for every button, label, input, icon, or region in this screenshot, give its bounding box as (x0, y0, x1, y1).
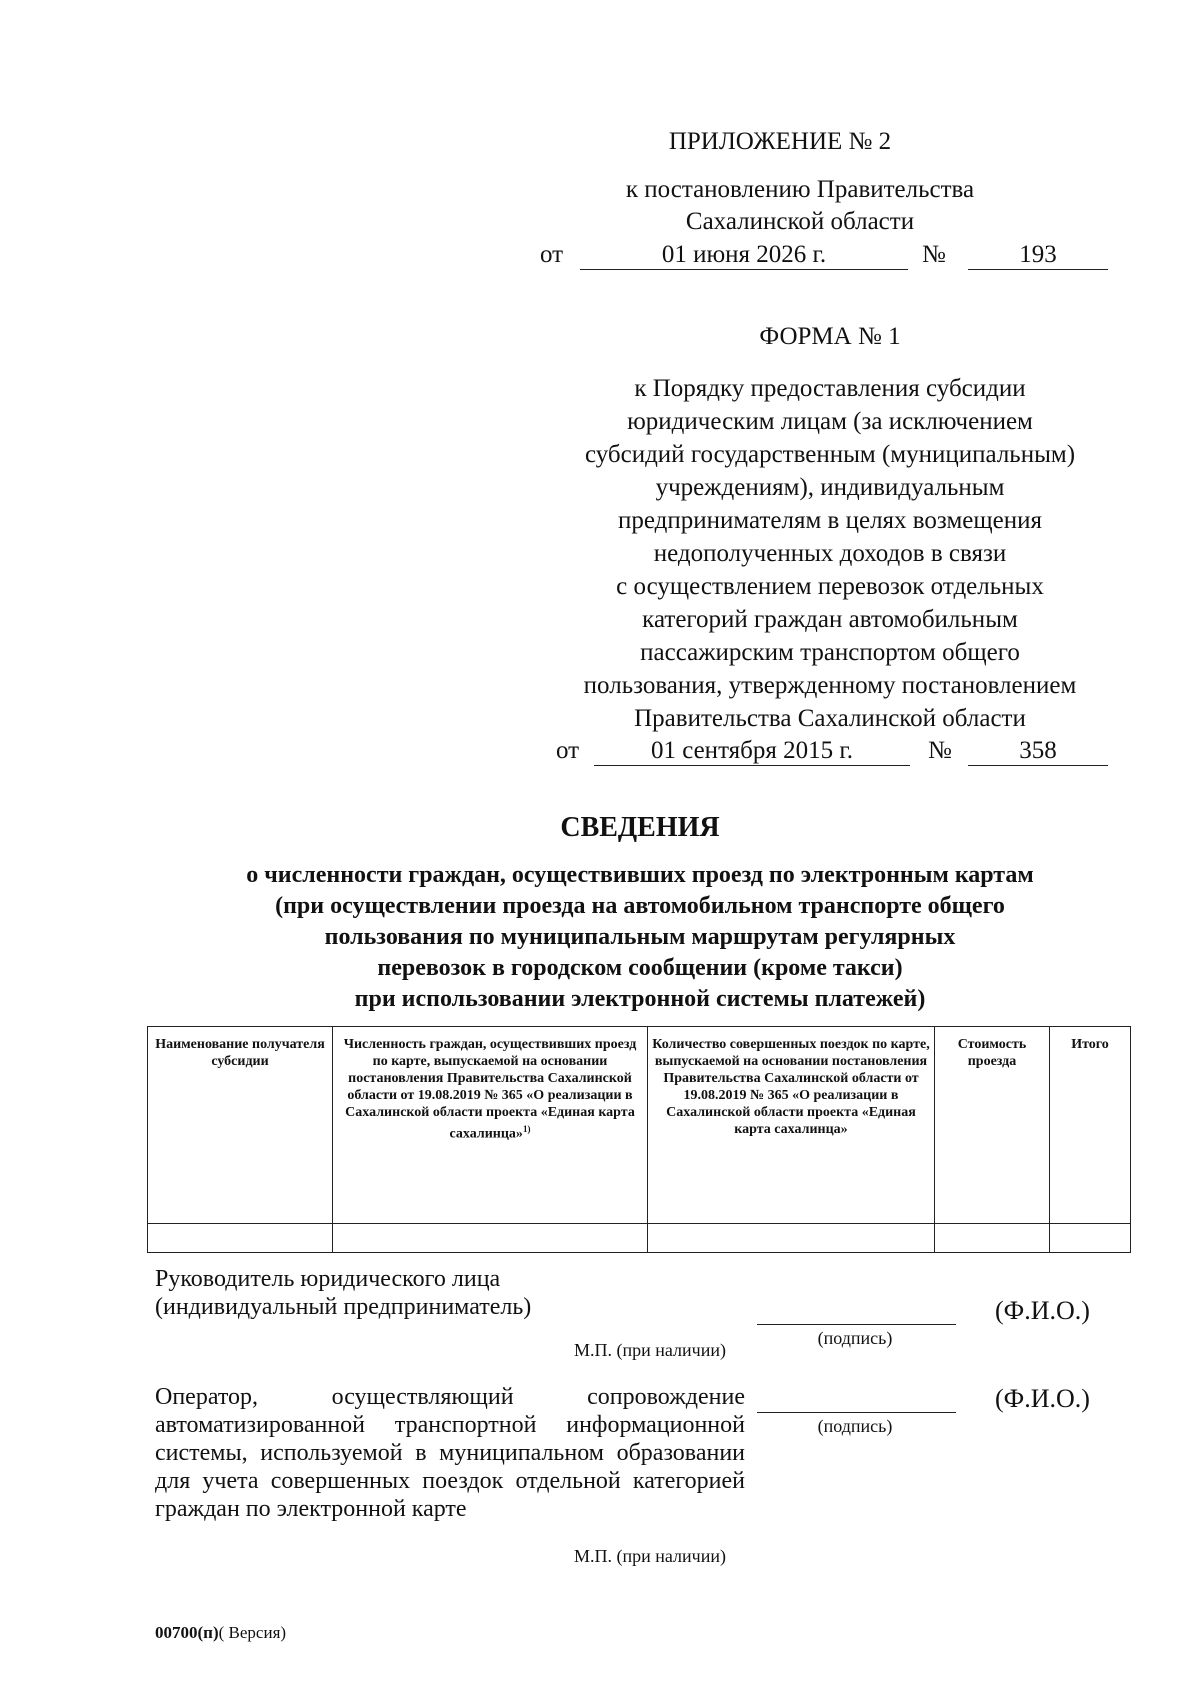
appendix-number-underline (968, 269, 1108, 270)
appendix-title: ПРИЛОЖЕНИЕ № 2 (668, 128, 892, 155)
operator-line5: граждан по электронной карте (155, 1496, 467, 1522)
form-line: Правительства Сахалинской области (634, 705, 1026, 732)
form-line: с осуществлением перевозок отдельных (616, 573, 1044, 600)
footer-code (155, 1623, 286, 1643)
subtitle-line: при использовании электронной системы платежей) (354, 986, 926, 1012)
cell-citizens-count[interactable] (333, 1224, 648, 1253)
doc-subtitle (120, 860, 1160, 1015)
form-number-underline (968, 765, 1108, 766)
head-signature-line[interactable] (757, 1324, 956, 1325)
appendix-num-label: № (922, 241, 946, 268)
header-recipient: Наименование получателя субсидии (148, 1027, 333, 1224)
operator-line2: автоматизированной транспортной информационной (155, 1412, 745, 1438)
form-date-underline (594, 765, 910, 766)
head-line1: Руководитель юридического лица (155, 1266, 501, 1292)
operator-signature-line[interactable] (757, 1412, 956, 1413)
form-line: недополученных доходов в связи (653, 540, 1007, 567)
form-from-label: от (556, 737, 580, 764)
operator-signature-label: (подпись) (817, 1416, 893, 1436)
appendix-line2: Сахалинской области (685, 208, 915, 235)
appendix-date-underline (580, 269, 908, 270)
cell-trips-count[interactable] (648, 1224, 935, 1253)
cell-recipient[interactable] (148, 1224, 333, 1253)
operator-fio: (Ф.И.О.) (995, 1384, 1090, 1413)
appendix-line1: к постановлению Правительства (625, 176, 975, 203)
data-table (147, 1026, 1131, 1253)
appendix-date: 01 июня 2026 г. (661, 241, 827, 268)
table-header-row (148, 1027, 1131, 1224)
cell-fare[interactable] (935, 1224, 1050, 1253)
footnote-marker: 1) (522, 1124, 531, 1134)
subtitle-line: о численности граждан, осуществивших проезд по электронным картам (246, 862, 1034, 888)
form-number: 358 (1019, 737, 1057, 764)
table-row (148, 1224, 1131, 1253)
form-title: ФОРМА № 1 (759, 323, 901, 350)
subtitle-line: перевозок в городском сообщении (кроме такси) (377, 955, 903, 981)
form-line: категорий граждан автомобильным (642, 606, 1018, 633)
subtitle-line: пользования по муниципальным маршрутам регулярных (324, 924, 956, 950)
operator-line3: системы, используемой в муниципальном образовании (155, 1440, 745, 1466)
appendix-from-label: от (540, 241, 564, 268)
header-fare: Стоимость проезда (935, 1027, 1050, 1224)
form-line: пассажирским транспортом общего (640, 639, 1020, 666)
cell-total[interactable] (1050, 1224, 1131, 1253)
footer-code-number: 00700(п) (155, 1623, 219, 1642)
doc-title: СВЕДЕНИЯ (560, 812, 720, 843)
head-fio: (Ф.И.О.) (995, 1296, 1090, 1325)
head-line2: (индивидуальный предприниматель) (155, 1294, 532, 1320)
form-line: пользования, утвержденному постановлением (583, 672, 1077, 699)
form-line: предпринимателям в целях возмещения (618, 507, 1042, 534)
header-total: Итого (1050, 1027, 1131, 1224)
form-line: к Порядку предоставления субсидии (634, 375, 1026, 402)
head-signature-label: (подпись) (817, 1328, 893, 1348)
operator-line1: Оператор, осуществляющий сопровождение (155, 1384, 745, 1410)
form-line: субсидий государственным (муниципальным) (584, 441, 1076, 468)
form-num-label: № (928, 737, 952, 764)
subtitle-line: (при осуществлении проезда на автомобильном транспорте общего (275, 893, 1005, 919)
appendix-number: 193 (1019, 241, 1057, 268)
header-citizens-count: Численность граждан, осуществивших проезд по карте, выпускаемой на основании постановления Правительства Сахалинской области от 19.08.2019 № 365 «О реализации в Сахалинской области проекта «Единая карта сахалинца»$^{1)}$ (333, 1027, 648, 1224)
form-date: 01 сентября 2015 г. (650, 737, 854, 764)
form-text (530, 375, 1130, 738)
operator-stamp: М.П. (при наличии) (574, 1546, 726, 1566)
header-trips-count: Количество совершенных поездок по карте, выпускаемой на основании постановления Правительства Сахалинской области от 19.08.2019 № 365 «О реализации в Сахалинской области проекта «Единая карта сахалинца» (648, 1027, 935, 1224)
head-stamp: М.П. (при наличии) (574, 1340, 726, 1360)
footer-version: ( Версия) (218, 1623, 287, 1642)
form-line: юридическим лицам (за исключением (627, 408, 1033, 435)
operator-line4: для учета совершенных поездок отдельной категорией (155, 1468, 745, 1494)
form-line: учреждениям), индивидуальным (655, 474, 1005, 501)
